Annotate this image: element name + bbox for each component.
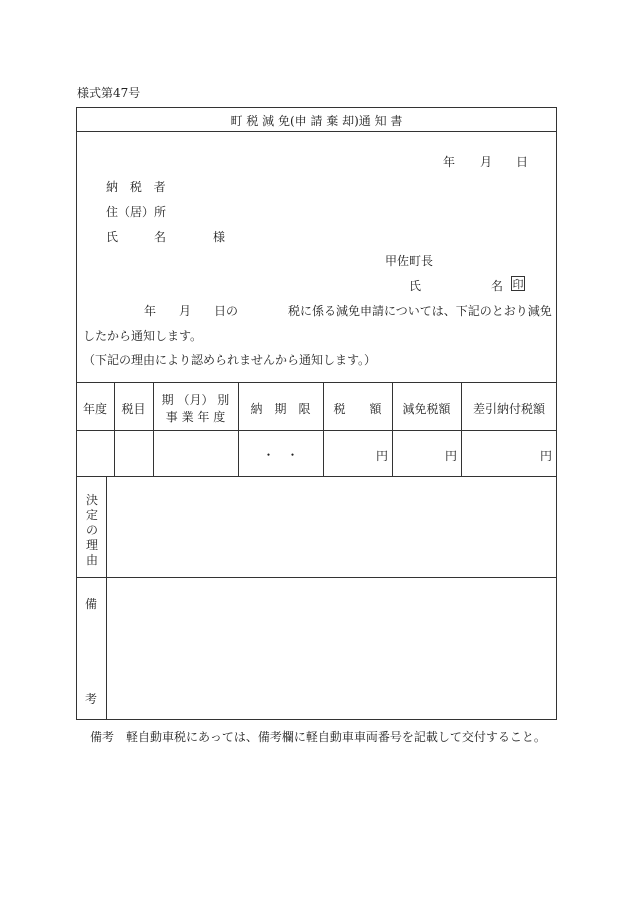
issuer-title: 甲佐町長 — [385, 254, 434, 268]
tax-amount-unit: 円 — [376, 449, 389, 463]
header-tax-item: 税目 — [121, 402, 146, 416]
table-bottom-border — [76, 476, 557, 477]
header-tax-amount: 税 額 — [333, 402, 382, 416]
recipient-honorific: 様 — [213, 230, 226, 244]
table-header-divider — [76, 430, 557, 431]
reason-label-char: の — [85, 523, 98, 537]
label-column-divider — [106, 476, 107, 720]
header-period-line2: 事 業 年 度 — [165, 410, 226, 424]
body-line1-text: 税に係る減免申請については、下記のとおり減免 — [288, 304, 552, 318]
header-reduction-amount: 減免税額 — [402, 402, 451, 416]
address-label: 住（居）所 — [106, 205, 167, 219]
recipient-name-label-1: 氏 — [106, 230, 119, 244]
header-due-date: 納 期 限 — [250, 402, 311, 416]
form-number: 様式第47号 — [77, 86, 141, 100]
due-date-placeholder: ・ ・ — [262, 448, 299, 462]
date-day-label: 日 — [516, 155, 529, 169]
header-year: 年度 — [82, 402, 107, 416]
table-top-border — [76, 382, 557, 383]
reduction-amount-unit: 円 — [445, 449, 458, 463]
reason-label — [84, 493, 100, 568]
remarks-label-top: 備 — [85, 597, 98, 611]
body-day-label: 日の — [214, 304, 239, 318]
net-amount-unit: 円 — [540, 449, 553, 463]
table-col-divider — [114, 382, 115, 476]
reason-bottom-border — [76, 577, 557, 578]
reason-label-char: 定 — [85, 508, 98, 522]
body-line3: （下記の理由により認められませんから通知します。） — [83, 353, 377, 367]
header-net-amount: 差引納付税額 — [472, 402, 545, 416]
taxpayer-label: 納 税 者 — [106, 180, 170, 194]
table-col-divider — [392, 382, 393, 476]
header-period-line1: 期 （月） 別 — [161, 393, 230, 407]
body-year-label: 年 — [144, 304, 157, 318]
reason-label-char: 由 — [85, 553, 98, 567]
footnote: 備考 軽自動車税にあっては、備考欄に軽自動車車両番号を記載して交付すること。 — [90, 730, 546, 744]
date-year-label: 年 — [443, 155, 456, 169]
document-title: 町 税 減 免(申 請 棄 却)通 知 書 — [230, 114, 403, 128]
seal-mark: 印 — [512, 278, 524, 291]
reason-label-char: 決 — [85, 493, 98, 507]
reason-label-char: 理 — [85, 538, 98, 552]
date-month-label: 月 — [480, 155, 493, 169]
body-line2: したから通知します。 — [83, 329, 203, 343]
issuer-name-label-1: 氏 — [409, 279, 422, 293]
recipient-name-label-2: 名 — [154, 230, 167, 244]
issuer-name-label-2: 名 — [491, 279, 504, 293]
remarks-label-bottom: 考 — [85, 692, 98, 706]
table-col-divider — [461, 382, 462, 476]
body-month-label: 月 — [179, 304, 192, 318]
table-col-divider — [323, 382, 324, 476]
title-divider — [76, 131, 557, 132]
